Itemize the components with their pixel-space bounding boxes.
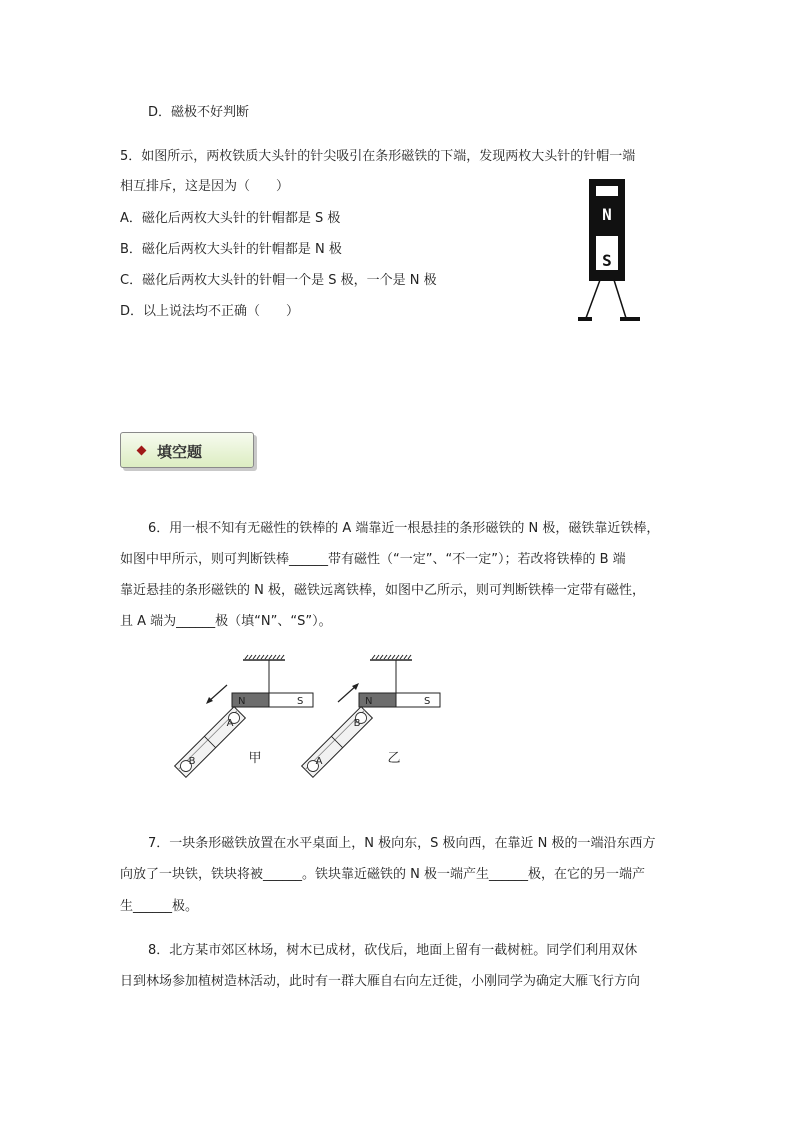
- q5-label-s: S: [602, 251, 612, 270]
- q6-line3: 靠近悬挂的条形磁铁的 N 极，磁铁远离铁棒，如图中乙所示，则可判断铁棒一定带有磁性，: [120, 583, 645, 598]
- rod-end-b-label: B: [353, 718, 361, 729]
- q6-line2: 如图中甲所示，则可判断铁棒______带有磁性（“一定”、“不一定”）；若改将铁棒的 B 端: [120, 552, 626, 567]
- ceiling-hatch: [245, 655, 284, 659]
- rod-end-b-label: B: [188, 756, 196, 767]
- iron-rod: [302, 707, 373, 778]
- pole-s-label: S: [297, 696, 304, 707]
- q5-stem-line1: 5．如图所示，两枚铁质大头针的针尖吸引在条形磁铁的下端，发现两枚大头针的针帽一端: [120, 149, 636, 164]
- q8-line2: 日到林场参加植树造林活动，此时有一群大雁自右向左迁徙，小刚同学为确定大雁飞行方向: [120, 974, 641, 989]
- q5-magnet-figure: [570, 178, 650, 328]
- rod-end-a-label: A: [226, 718, 234, 729]
- q5-stem-line2: 相互排斥，这是因为（ ）: [120, 179, 290, 194]
- q5-pin-right: [614, 280, 626, 318]
- q7-line3: 生______极。: [120, 899, 199, 914]
- magnet-s-half: [396, 693, 440, 707]
- pole-n-label: N: [365, 696, 373, 707]
- q5-magnet-top-mark: [596, 186, 618, 196]
- section-title: 填空题: [157, 443, 203, 461]
- q8-line1: 8．北方某市郊区林场，树木已成材，砍伐后，地面上留有一截树桩。同学们利用双休: [148, 943, 638, 958]
- iron-rod: [175, 707, 246, 778]
- q7-line1: 7．一块条形磁铁放置在水平桌面上，N 极向东，S 极向西，在靠近 N 极的一端沿东西方: [148, 836, 656, 851]
- caption-jia: 甲: [248, 751, 262, 766]
- q5-option-b: B．磁化后两枚大头针的针帽都是 N 极: [120, 242, 342, 257]
- q5-option-a: A．磁化后两枚大头针的针帽都是 S 极: [120, 211, 341, 226]
- q6-line4: 且 A 端为______极（填“N”、“S”）。: [120, 614, 332, 629]
- q5-pin-left: [586, 280, 600, 318]
- diamond-bullet-icon: [137, 446, 147, 456]
- q7-line2: 向放了一块铁，铁块将被______。铁块靠近磁铁的 N 极一端产生______极，在它的另一端产: [120, 867, 645, 882]
- q5-pin-left-head: [578, 317, 592, 321]
- q5-option-c: C．磁化后两枚大头针的针帽一个是 S 极，一个是 N 极: [120, 273, 437, 288]
- ceiling-hatch: [372, 655, 411, 659]
- pole-n-label: N: [238, 696, 246, 707]
- section-header-fill-blank: [120, 432, 254, 468]
- q6-line1: 6．用一根不知有无磁性的铁棒的 A 端靠近一根悬挂的条形磁铁的 N 极，磁铁靠近铁棒，: [148, 521, 660, 536]
- q5-label-n: N: [602, 205, 612, 224]
- rod-end-a-label: A: [315, 756, 323, 767]
- q4-option-d: D．磁极不好判断: [148, 105, 250, 120]
- q6-figure-yi: [302, 652, 452, 777]
- pole-s-label: S: [424, 696, 431, 707]
- q5-pin-right-head: [620, 317, 640, 321]
- caption-yi: 乙: [387, 751, 401, 766]
- q5-option-d: D．以上说法均不正确（ ）: [120, 304, 300, 319]
